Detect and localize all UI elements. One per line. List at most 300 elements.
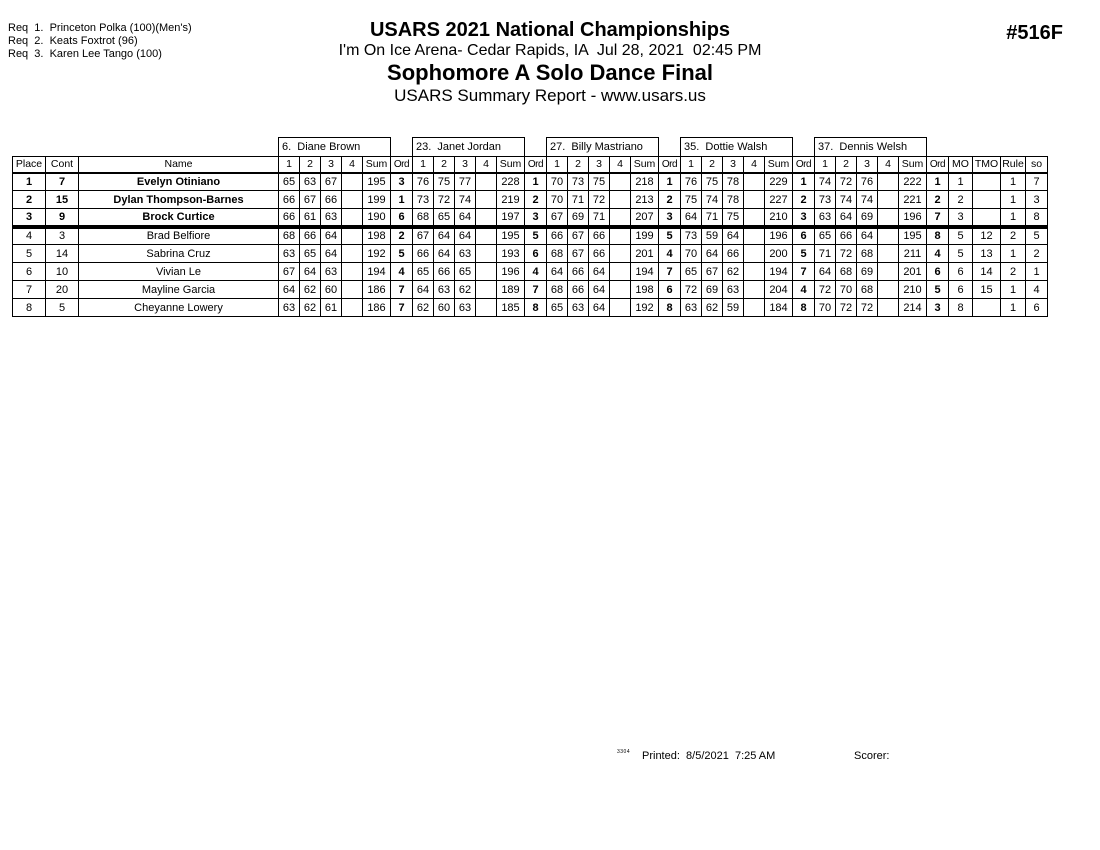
judge-score-cell: 66 (568, 281, 589, 299)
judge-sum-cell: 186 (363, 281, 391, 299)
judge-score-cell: 60 (434, 299, 455, 317)
judge-score-cell: 65 (413, 263, 434, 281)
judge-sum-cell: 228 (497, 173, 525, 191)
judge-sum-cell: 193 (497, 245, 525, 263)
contestant-number-cell: 7 (46, 173, 79, 191)
judge-score-cell (610, 227, 631, 245)
judge-sum-cell: 214 (899, 299, 927, 317)
trial-col-header: 4 (878, 157, 899, 173)
judge-ordinal-cell: 4 (391, 263, 413, 281)
judge-ordinal-cell: 5 (659, 227, 681, 245)
judge-score-cell: 68 (857, 245, 878, 263)
judge-score-cell: 78 (723, 173, 744, 191)
place-col-header: Place (13, 157, 46, 173)
judge-score-cell: 66 (434, 263, 455, 281)
skateoff-cell: 3 (1026, 191, 1048, 209)
judge-score-cell: 64 (589, 299, 610, 317)
trial-col-header: 4 (610, 157, 631, 173)
place-cell: 2 (13, 191, 46, 209)
judge-ordinal-cell: 1 (659, 173, 681, 191)
judge-sum-cell: 184 (765, 299, 793, 317)
trial-col-header: 4 (342, 157, 363, 173)
judge-ordinal-cell: 1 (927, 173, 949, 191)
judge-score-cell: 75 (434, 173, 455, 191)
judge-ordinal-cell: 3 (659, 209, 681, 227)
contestant-number-cell: 3 (46, 227, 79, 245)
majority-ordinal-cell: 3 (949, 209, 973, 227)
judge-ordinal-cell: 4 (525, 263, 547, 281)
judge-score-cell: 74 (702, 191, 723, 209)
judge-score-cell (610, 173, 631, 191)
judge-sum-cell: 218 (631, 173, 659, 191)
skater-name-cell: Mayline Garcia (79, 281, 279, 299)
judge-ordinal-cell: 2 (391, 227, 413, 245)
skater-name-cell: Brock Curtice (79, 209, 279, 227)
rule-cell: 1 (1001, 209, 1026, 227)
place-cell: 4 (13, 227, 46, 245)
judge-score-cell: 65 (279, 173, 300, 191)
result-row-2 (13, 191, 1048, 209)
judge-score-cell: 64 (836, 209, 857, 227)
judge-ordinal-cell: 6 (793, 227, 815, 245)
trial-col-header: 1 (681, 157, 702, 173)
judge-ordinal-cell: 7 (391, 281, 413, 299)
judge-sum-cell: 192 (631, 299, 659, 317)
judge-sum-cell: 192 (363, 245, 391, 263)
judge-score-cell: 67 (321, 173, 342, 191)
judge-score-cell (878, 263, 899, 281)
championship-title: USARS 2021 National Championships (369, 19, 731, 41)
judge-score-cell: 73 (681, 227, 702, 245)
judge-score-cell: 65 (547, 299, 568, 317)
judge-score-cell: 63 (300, 173, 321, 191)
judge-score-cell: 63 (455, 245, 476, 263)
report-subtitle: USARS Summary Report - www.usars.us (394, 86, 706, 105)
judge-ordinal-cell: 5 (525, 227, 547, 245)
judge-score-cell: 59 (702, 227, 723, 245)
judge-sum-cell: 200 (765, 245, 793, 263)
requirement-2: Req 2. Keats Foxtrot (96) (8, 35, 138, 47)
judge-score-cell: 68 (547, 281, 568, 299)
requirement-3: Req 3. Karen Lee Tango (100) (8, 48, 162, 60)
rule-cell: 2 (1001, 263, 1026, 281)
judge-score-cell: 65 (455, 263, 476, 281)
report-header (0, 19, 1100, 107)
judge-score-cell: 75 (681, 191, 702, 209)
skateoff-cell: 2 (1026, 245, 1048, 263)
judge-score-cell: 73 (413, 191, 434, 209)
place-cell: 1 (13, 173, 46, 191)
skateoff-cell: 7 (1026, 173, 1048, 191)
place-cell: 7 (13, 281, 46, 299)
judge-sum-cell: 194 (765, 263, 793, 281)
place-cell: 3 (13, 209, 46, 227)
judge-score-cell (744, 173, 765, 191)
judge-score-cell: 63 (568, 299, 589, 317)
name-col-header: Name (79, 157, 279, 173)
judge-score-cell: 71 (702, 209, 723, 227)
rule-cell: 1 (1001, 173, 1026, 191)
judge-score-cell: 63 (279, 299, 300, 317)
judge-ordinal-cell: 7 (391, 299, 413, 317)
sum-col-header: Sum (765, 157, 793, 173)
judge-score-cell: 67 (300, 191, 321, 209)
judge-score-cell: 64 (702, 245, 723, 263)
result-row-7 (13, 281, 1048, 299)
judge-score-cell: 66 (279, 191, 300, 209)
judge-ordinal-cell: 5 (793, 245, 815, 263)
ord-col-header: Ord (525, 157, 547, 173)
judge-score-cell: 64 (321, 227, 342, 245)
judge-score-cell: 75 (723, 209, 744, 227)
judge-header-ord-spacer (391, 138, 413, 157)
sum-col-header: Sum (363, 157, 391, 173)
judge-sum-cell: 204 (765, 281, 793, 299)
judge-score-cell (878, 227, 899, 245)
judge-score-cell: 70 (547, 173, 568, 191)
sum-col-header: Sum (497, 157, 525, 173)
judge-score-cell (878, 191, 899, 209)
judge-ordinal-cell: 3 (793, 209, 815, 227)
judge-score-cell: 66 (568, 263, 589, 281)
judge-sum-cell: 213 (631, 191, 659, 209)
contestant-number-cell: 10 (46, 263, 79, 281)
judge-score-cell: 67 (413, 227, 434, 245)
judge-header-ord-spacer (793, 138, 815, 157)
judge-score-cell: 72 (434, 191, 455, 209)
judge-sum-cell: 194 (363, 263, 391, 281)
judge-score-cell (744, 227, 765, 245)
judge-score-cell: 74 (815, 173, 836, 191)
skater-name-cell: Dylan Thompson-Barnes (79, 191, 279, 209)
judge-sum-cell: 196 (765, 227, 793, 245)
judge-score-cell: 62 (723, 263, 744, 281)
judge-score-cell: 76 (681, 173, 702, 191)
trial-col-header: 1 (413, 157, 434, 173)
trial-col-header: 4 (476, 157, 497, 173)
judge-sum-cell: 201 (631, 245, 659, 263)
mo-col-header: MO (949, 157, 973, 173)
trial-col-header: 1 (815, 157, 836, 173)
judge-score-cell: 72 (836, 173, 857, 191)
judge-score-cell: 68 (836, 263, 857, 281)
judge-score-cell: 66 (279, 209, 300, 227)
judge-score-cell (744, 263, 765, 281)
judge-score-cell: 69 (702, 281, 723, 299)
judge-sum-cell: 195 (497, 227, 525, 245)
judge-sum-cell: 198 (631, 281, 659, 299)
skateoff-cell: 6 (1026, 299, 1048, 317)
judge-header-ord-spacer (525, 138, 547, 157)
judge-score-cell: 70 (547, 191, 568, 209)
skater-name-cell: Cheyanne Lowery (79, 299, 279, 317)
judge-score-cell: 64 (413, 281, 434, 299)
judge-score-cell: 62 (413, 299, 434, 317)
judge-score-cell: 67 (568, 227, 589, 245)
judge-score-cell (610, 209, 631, 227)
judge-score-cell: 68 (413, 209, 434, 227)
judge-score-cell: 62 (300, 281, 321, 299)
total-majority-ordinal-cell: 13 (973, 245, 1001, 263)
judge-sum-cell: 221 (899, 191, 927, 209)
judge-sum-cell: 198 (363, 227, 391, 245)
judge-score-cell: 74 (836, 191, 857, 209)
judge-header-ord-spacer (659, 138, 681, 157)
judge-score-cell: 74 (455, 191, 476, 209)
result-row-6 (13, 263, 1048, 281)
judge-score-cell (476, 191, 497, 209)
total-majority-ordinal-cell (973, 191, 1001, 209)
judge-sum-cell: 189 (497, 281, 525, 299)
judge-score-cell: 64 (434, 227, 455, 245)
judge-score-cell: 63 (455, 299, 476, 317)
judge-score-cell: 59 (723, 299, 744, 317)
judge-score-cell: 64 (547, 263, 568, 281)
so-col-header: so (1026, 157, 1048, 173)
judge-score-cell: 66 (413, 245, 434, 263)
contestant-number-cell: 20 (46, 281, 79, 299)
judge-score-cell (476, 245, 497, 263)
judge-score-cell: 68 (547, 245, 568, 263)
judge-ordinal-cell: 3 (927, 299, 949, 317)
majority-ordinal-cell: 5 (949, 245, 973, 263)
trial-col-header: 3 (857, 157, 878, 173)
judge-score-cell: 64 (455, 209, 476, 227)
judge-score-cell: 61 (321, 299, 342, 317)
printed-timestamp: Printed: 8/5/2021 7:25 AM (642, 750, 776, 762)
judge-score-cell (744, 281, 765, 299)
judge-ordinal-cell: 1 (525, 173, 547, 191)
total-majority-ordinal-cell (973, 209, 1001, 227)
result-row-1 (13, 173, 1048, 191)
judge-score-cell: 72 (589, 191, 610, 209)
judge-sum-cell: 195 (899, 227, 927, 245)
judge-score-cell: 63 (434, 281, 455, 299)
judge-score-cell (342, 281, 363, 299)
judge-score-cell: 71 (568, 191, 589, 209)
judge-ordinal-cell: 6 (927, 263, 949, 281)
column-headers-row (13, 157, 1048, 173)
skater-name-cell: Sabrina Cruz (79, 245, 279, 263)
judge-score-cell: 64 (434, 245, 455, 263)
judge-ordinal-cell: 7 (927, 209, 949, 227)
total-majority-ordinal-cell (973, 173, 1001, 191)
judge-score-cell (342, 245, 363, 263)
judge-sum-cell: 195 (363, 173, 391, 191)
cont-col-header: Cont (46, 157, 79, 173)
judge-score-cell: 73 (815, 191, 836, 209)
judge-sum-cell: 194 (631, 263, 659, 281)
judge-score-cell: 64 (723, 227, 744, 245)
judge-score-cell (878, 209, 899, 227)
judge-score-cell (476, 173, 497, 191)
judge-score-cell: 72 (836, 299, 857, 317)
judge-score-cell (878, 281, 899, 299)
sum-col-header: Sum (899, 157, 927, 173)
judge-score-cell: 65 (815, 227, 836, 245)
trial-col-header: 2 (702, 157, 723, 173)
rule-cell: 1 (1001, 245, 1026, 263)
judge-score-cell (610, 263, 631, 281)
result-row-5 (13, 245, 1048, 263)
trial-col-header: 3 (589, 157, 610, 173)
judge-score-cell: 63 (681, 299, 702, 317)
judge-sum-cell: 227 (765, 191, 793, 209)
judge-ordinal-cell: 4 (927, 245, 949, 263)
tmo-col-header: TMO (973, 157, 1001, 173)
judge-ordinal-cell: 8 (525, 299, 547, 317)
judge-sum-cell: 196 (497, 263, 525, 281)
judge-ordinal-cell: 2 (793, 191, 815, 209)
judge-score-cell: 63 (321, 263, 342, 281)
judge-score-cell: 68 (279, 227, 300, 245)
judge-score-cell: 66 (300, 227, 321, 245)
trial-col-header: 1 (547, 157, 568, 173)
majority-ordinal-cell: 1 (949, 173, 973, 191)
judge-score-cell: 66 (836, 227, 857, 245)
judge-score-cell: 66 (547, 227, 568, 245)
rule-cell: 1 (1001, 191, 1026, 209)
majority-ordinal-cell: 5 (949, 227, 973, 245)
trial-col-header: 1 (279, 157, 300, 173)
judge-score-cell: 74 (857, 191, 878, 209)
judge-ordinal-cell: 6 (391, 209, 413, 227)
event-title: Sophomore A Solo Dance Final (387, 60, 713, 85)
results-table (12, 137, 1048, 317)
judge-score-cell (744, 299, 765, 317)
result-row-3 (13, 209, 1048, 227)
judge-score-cell: 67 (547, 209, 568, 227)
judge-score-cell: 63 (723, 281, 744, 299)
judge-header-left-spacer (13, 138, 279, 157)
judge-score-cell (342, 263, 363, 281)
judge-score-cell: 70 (836, 281, 857, 299)
judge-ordinal-cell: 3 (391, 173, 413, 191)
judge-score-cell: 65 (434, 209, 455, 227)
rule-cell: 1 (1001, 299, 1026, 317)
judge-sum-cell: 219 (497, 191, 525, 209)
judge-ordinal-cell: 2 (659, 191, 681, 209)
judge-score-cell: 72 (857, 299, 878, 317)
judge-sum-cell: 222 (899, 173, 927, 191)
judge-score-cell (878, 245, 899, 263)
judge-sum-cell: 210 (765, 209, 793, 227)
judge-ordinal-cell: 4 (659, 245, 681, 263)
judge-score-cell: 72 (836, 245, 857, 263)
judge-score-cell: 69 (857, 209, 878, 227)
skater-name-cell: Vivian Le (79, 263, 279, 281)
judge-score-cell: 64 (857, 227, 878, 245)
trial-col-header: 2 (836, 157, 857, 173)
judge-score-cell (342, 191, 363, 209)
judge-sum-cell: 185 (497, 299, 525, 317)
judge-ordinal-cell: 7 (659, 263, 681, 281)
judge-ordinal-cell: 7 (793, 263, 815, 281)
judge-score-cell: 64 (279, 281, 300, 299)
judge-header-5: 37. Dennis Welsh (815, 138, 927, 157)
judge-score-cell: 73 (568, 173, 589, 191)
judge-ordinal-cell: 5 (391, 245, 413, 263)
judge-ordinal-cell: 3 (525, 209, 547, 227)
judge-sum-cell: 229 (765, 173, 793, 191)
judge-ordinal-cell: 6 (525, 245, 547, 263)
rule-cell: 1 (1001, 281, 1026, 299)
judge-score-cell (476, 227, 497, 245)
judge-score-cell: 75 (702, 173, 723, 191)
judge-names-row (13, 138, 1048, 157)
judge-ordinal-cell: 8 (659, 299, 681, 317)
judge-header-1: 6. Diane Brown (279, 138, 391, 157)
judge-score-cell: 62 (300, 299, 321, 317)
judge-header-3: 27. Billy Mastriano (547, 138, 659, 157)
judge-score-cell: 65 (300, 245, 321, 263)
judge-score-cell (342, 227, 363, 245)
total-majority-ordinal-cell: 15 (973, 281, 1001, 299)
judge-score-cell: 67 (702, 263, 723, 281)
judge-score-cell: 64 (300, 263, 321, 281)
judge-sum-cell: 199 (363, 191, 391, 209)
judge-score-cell: 60 (321, 281, 342, 299)
judge-score-cell: 64 (681, 209, 702, 227)
judge-score-cell: 78 (723, 191, 744, 209)
judge-score-cell (476, 209, 497, 227)
judge-ordinal-cell: 8 (927, 227, 949, 245)
trial-col-header: 2 (434, 157, 455, 173)
skateoff-cell: 4 (1026, 281, 1048, 299)
judge-sum-cell: 210 (899, 281, 927, 299)
skateoff-cell: 1 (1026, 263, 1048, 281)
judge-score-cell: 65 (681, 263, 702, 281)
judge-score-cell (342, 299, 363, 317)
judge-sum-cell: 197 (497, 209, 525, 227)
skater-name-cell: Evelyn Otiniano (79, 173, 279, 191)
judge-sum-cell: 190 (363, 209, 391, 227)
place-cell: 8 (13, 299, 46, 317)
judge-score-cell (744, 209, 765, 227)
judge-ordinal-cell: 2 (927, 191, 949, 209)
judge-score-cell: 72 (681, 281, 702, 299)
judge-score-cell: 64 (815, 263, 836, 281)
judge-score-cell: 66 (321, 191, 342, 209)
judge-score-cell: 71 (589, 209, 610, 227)
place-cell: 6 (13, 263, 46, 281)
judge-score-cell: 67 (568, 245, 589, 263)
contestant-number-cell: 9 (46, 209, 79, 227)
judge-score-cell (744, 245, 765, 263)
rule-col-header: Rule (1001, 157, 1026, 173)
trial-col-header: 3 (723, 157, 744, 173)
judge-score-cell: 76 (413, 173, 434, 191)
judge-score-cell (878, 299, 899, 317)
judge-sum-cell: 211 (899, 245, 927, 263)
judge-sum-cell: 201 (899, 263, 927, 281)
judge-score-cell (342, 209, 363, 227)
judge-ordinal-cell: 1 (391, 191, 413, 209)
judge-score-cell: 66 (723, 245, 744, 263)
result-row-8 (13, 299, 1048, 317)
print-code: 3304 (617, 749, 631, 755)
judge-header-4: 35. Dottie Walsh (681, 138, 793, 157)
judge-score-cell: 69 (857, 263, 878, 281)
judge-ordinal-cell: 8 (793, 299, 815, 317)
judge-ordinal-cell: 6 (659, 281, 681, 299)
judge-score-cell: 75 (589, 173, 610, 191)
trial-col-header: 2 (568, 157, 589, 173)
majority-ordinal-cell: 8 (949, 299, 973, 317)
judge-score-cell: 61 (300, 209, 321, 227)
judge-score-cell: 64 (321, 245, 342, 263)
judge-score-cell: 63 (279, 245, 300, 263)
